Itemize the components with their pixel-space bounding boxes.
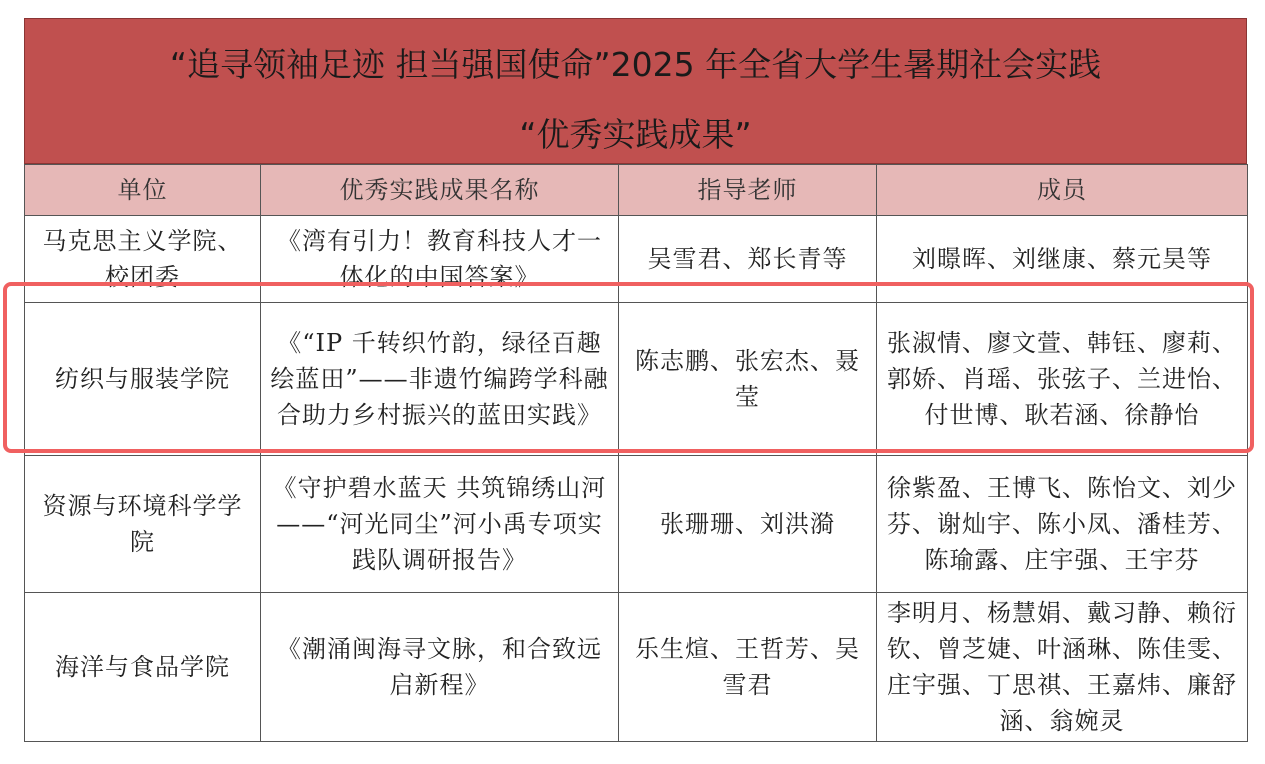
- cell-advisors: 乐生煊、王哲芳、吴雪君: [619, 593, 877, 742]
- cell-unit: 海洋与食品学院: [25, 593, 261, 742]
- awards-table: [24, 164, 1248, 742]
- cell-project: 《“IP 千转织竹韵，绿径百趣绘蓝田”——非遗竹编跨学科融合助力乡村振兴的蓝田实践》: [261, 303, 619, 456]
- header-unit: 单位: [25, 165, 261, 216]
- cell-advisors: 陈志鹏、张宏杰、聂 莹: [619, 303, 877, 456]
- cell-advisors: 吴雪君、郑长青等: [619, 216, 877, 303]
- cell-members: 徐紫盈、王博飞、陈怡文、刘少芬、谢灿宇、陈小凤、潘桂芳、陈瑜露、庄宇强、王宇芬: [877, 456, 1248, 593]
- cell-members: 李明月、杨慧娟、戴习静、赖衍钦、曾芝婕、叶涵琳、陈佳雯、庄宇强、丁思祺、王嘉炜、廉舒涵、翁婉灵: [877, 593, 1248, 742]
- title-line-1: “追寻领袖足迹 担当强国使命”2025 年全省大学生暑期社会实践: [169, 45, 1102, 84]
- cell-advisors: 张珊珊、刘洪漪: [619, 456, 877, 593]
- header-project: 优秀实践成果名称: [261, 165, 619, 216]
- cell-unit: 马克思主义学院、校团委: [25, 216, 261, 303]
- cell-project: 《守护碧水蓝天 共筑锦绣山河——“河光同尘”河小禹专项实践队调研报告》: [261, 456, 619, 593]
- header-advisors: 指导老师: [619, 165, 877, 216]
- title-banner: [24, 18, 1247, 164]
- table-row: [25, 216, 1248, 303]
- cell-unit: 纺织与服装学院: [25, 303, 261, 456]
- table-row: [25, 303, 1248, 456]
- header-members: 成员: [877, 165, 1248, 216]
- cell-members: 张淑情、廖文萱、韩钰、廖莉、郭娇、肖瑶、张弦子、兰进怡、付世博、耿若涵、徐静怡: [877, 303, 1248, 456]
- title-line-2: “优秀实践成果”: [519, 115, 752, 154]
- cell-unit: 资源与环境科学学院: [25, 456, 261, 593]
- table-row: [25, 593, 1248, 742]
- table-row: [25, 456, 1248, 593]
- table-header-row: [25, 165, 1248, 216]
- cell-members: 刘暻晖、刘继康、蔡元昊等: [877, 216, 1248, 303]
- cell-project: 《湾有引力！教育科技人才一体化的中国答案》: [261, 216, 619, 303]
- cell-project: 《潮涌闽海寻文脉，和合致远启新程》: [261, 593, 619, 742]
